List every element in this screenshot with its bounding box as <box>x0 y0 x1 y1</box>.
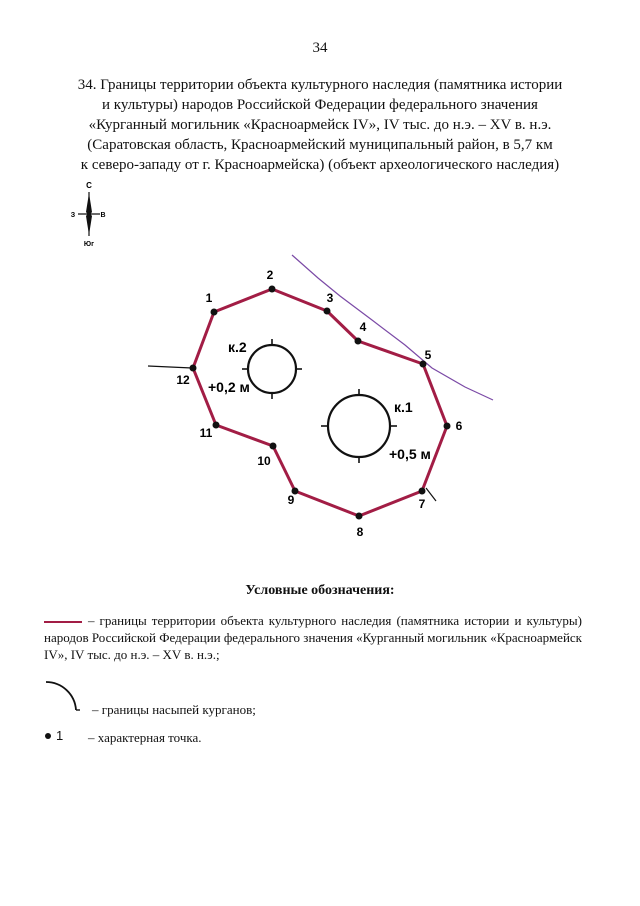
boundary-line-icon <box>44 621 82 623</box>
mound-2-elevation: +0,2 м <box>208 379 250 395</box>
point-marker <box>211 309 218 316</box>
compass-west-label: З <box>70 212 76 219</box>
mound-outline-icon <box>44 676 84 716</box>
mound-2-label: к.2 <box>228 339 247 355</box>
mound-2-outline <box>248 345 296 393</box>
legend-boundary-item <box>44 612 582 663</box>
point-marker <box>270 443 277 450</box>
point-label: 11 <box>199 426 213 440</box>
mound-1-elevation: +0,5 м <box>389 446 431 462</box>
title-line: «Курганный могильник «Красноармейск IV», IV тыс. до н.э. – XV в. н.э. <box>88 117 552 133</box>
page-number: 34 <box>312 40 328 56</box>
compass-south-arrow-icon <box>86 212 92 235</box>
point-marker <box>355 338 362 345</box>
point-label: 7 <box>418 497 426 511</box>
point-marker <box>213 422 220 429</box>
point-label: 8 <box>356 525 364 539</box>
compass-rose <box>71 181 106 248</box>
page-title <box>40 75 600 175</box>
legend-mound-text: – границы насыпей курганов; <box>92 702 256 717</box>
boundary-reference-line <box>148 366 192 368</box>
legend-point-text: – характерная точка. <box>88 730 202 745</box>
point-label: 12 <box>176 373 190 387</box>
title-line: к северо-западу от г. Красноармейска) (объект археологического наследия) <box>80 157 560 173</box>
point-label: 1 <box>205 291 213 305</box>
point-label: 5 <box>424 348 432 362</box>
point-marker <box>444 423 451 430</box>
site-plan-map <box>0 170 640 570</box>
mound-2 <box>208 339 302 399</box>
point-marker <box>269 286 276 293</box>
title-line: (Саратовская область, Красноармейский муниципальный район, в 5,7 км <box>87 137 553 153</box>
point-marker <box>324 308 331 315</box>
compass-east-label: В <box>100 212 106 219</box>
legend-point-number: 1 <box>56 728 64 743</box>
mound-1-outline <box>328 395 390 457</box>
point-label: 2 <box>266 268 274 282</box>
point-label: 10 <box>257 454 271 468</box>
title-line: и культуры) народов Российской Федерации федерального значения <box>102 97 538 113</box>
road-line <box>292 255 493 400</box>
compass-south-label: Юг <box>83 241 95 248</box>
point-label: 4 <box>359 320 367 334</box>
point-dot-icon <box>45 733 51 739</box>
compass-north-label: С <box>86 181 92 190</box>
point-marker <box>356 513 363 520</box>
legend-heading: Условные обозначения: <box>245 583 395 598</box>
point-label: 6 <box>455 419 463 433</box>
point-label: 9 <box>287 493 295 507</box>
point-label: 3 <box>326 291 334 305</box>
mound-1 <box>321 389 431 463</box>
point-marker <box>419 488 426 495</box>
boundary-tick-7 <box>426 488 436 501</box>
title-line: 34. Границы территории объекта культурного наследия (памятника истории <box>77 77 563 93</box>
mound-1-label: к.1 <box>394 399 413 415</box>
point-marker <box>190 365 197 372</box>
legend-boundary-text: – границы территории объекта культурного наследия (памятника истории и культуры) народов Российской Федерации федерального значения «Курганный могильник «Красноармейск IV», IV тыс. до н.э. – XV в. н.э.; <box>44 613 582 662</box>
